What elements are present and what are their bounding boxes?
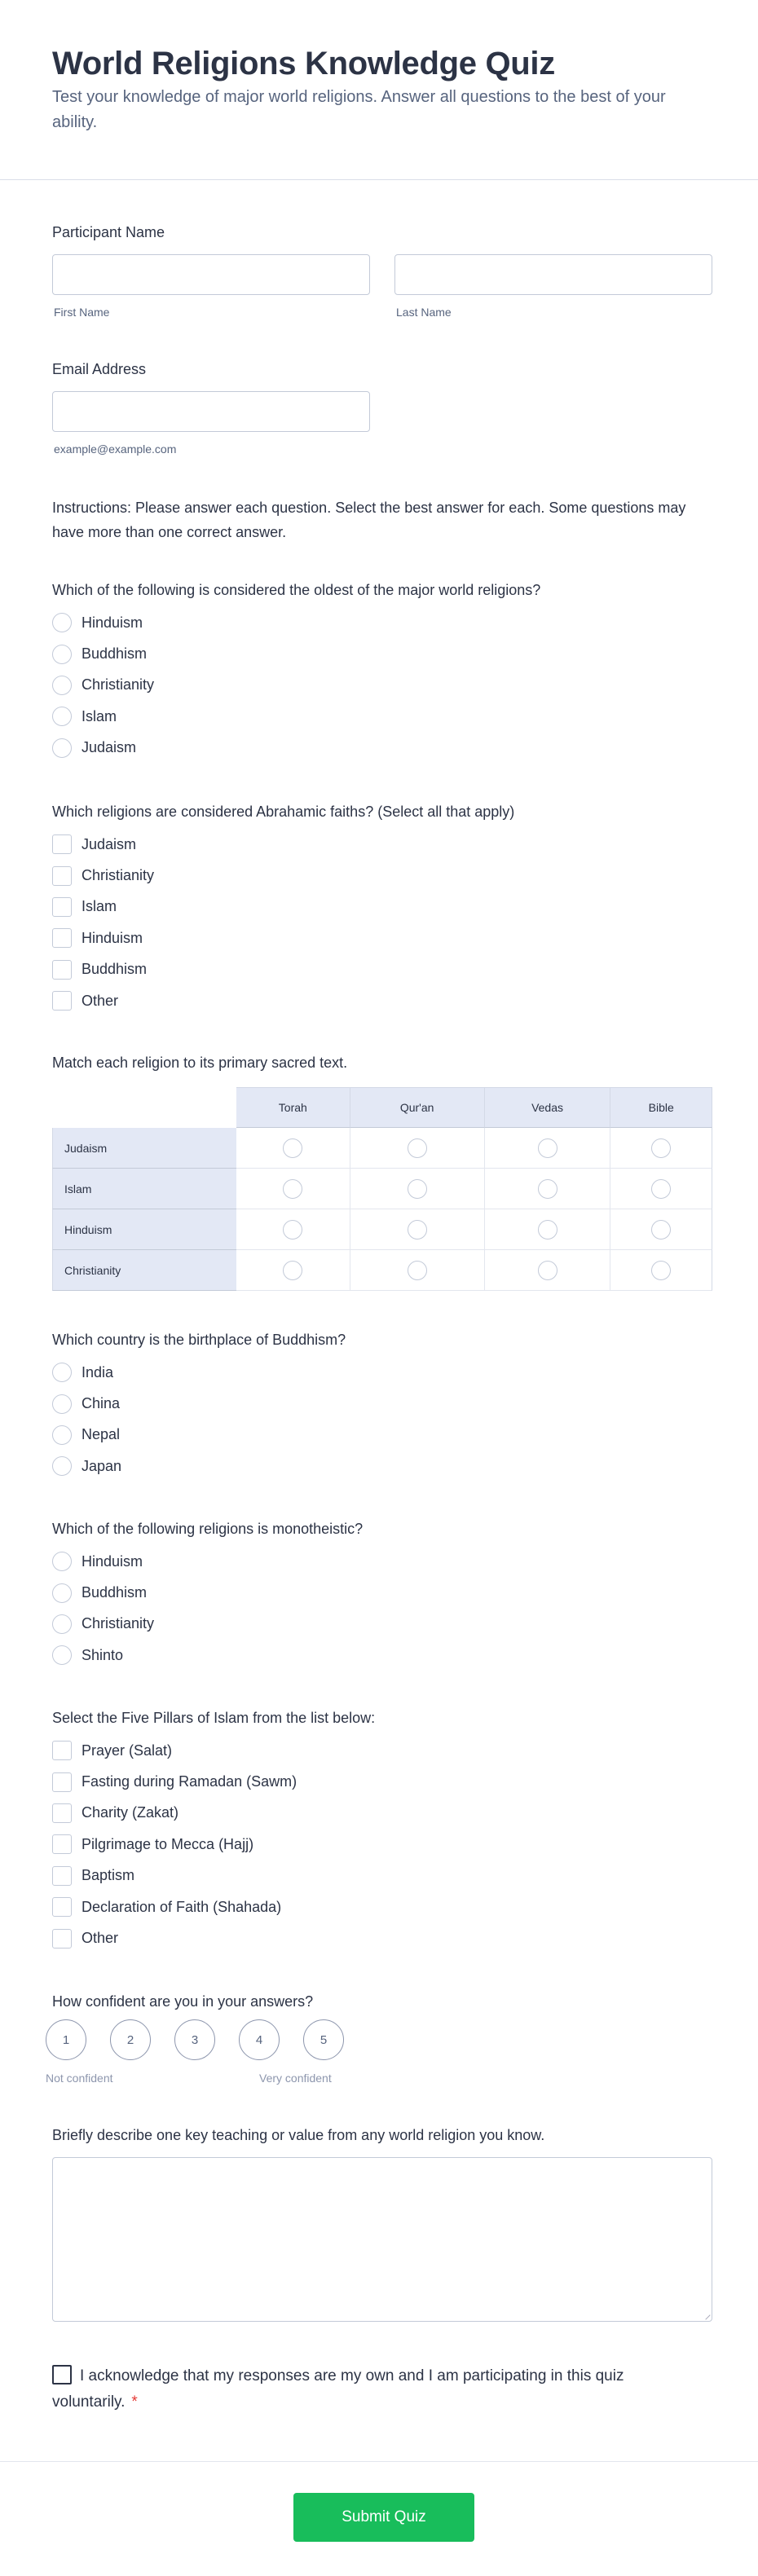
matrix-cell bbox=[485, 1128, 611, 1169]
radio-button[interactable] bbox=[52, 1363, 72, 1382]
participant-name-label: Participant Name bbox=[52, 224, 165, 240]
matrix-row bbox=[52, 1209, 712, 1250]
matrix-radio-button[interactable] bbox=[538, 1179, 557, 1199]
matrix-row bbox=[52, 1250, 712, 1291]
matrix-row bbox=[52, 1128, 712, 1169]
matrix-cell bbox=[350, 1250, 485, 1291]
q2-options bbox=[52, 829, 154, 1016]
matrix-radio-button[interactable] bbox=[538, 1138, 557, 1158]
checkbox[interactable] bbox=[52, 1741, 72, 1760]
matrix-cell bbox=[236, 1128, 350, 1169]
option-label: Buddhism bbox=[82, 645, 148, 663]
matrix-row-label: Christianity bbox=[52, 1250, 236, 1291]
resize-handle-icon[interactable] bbox=[701, 2310, 710, 2319]
q6-option[interactable] bbox=[52, 1860, 297, 1891]
footer-divider bbox=[0, 2461, 758, 2462]
option-label: India bbox=[82, 1363, 114, 1380]
matrix-radio-button[interactable] bbox=[408, 1138, 427, 1158]
q6-option[interactable] bbox=[52, 1829, 297, 1860]
radio-button[interactable] bbox=[52, 676, 72, 695]
matrix-radio-button[interactable] bbox=[283, 1261, 302, 1280]
q2-label: Which religions are considered Abrahamic faiths? (Select all that apply) bbox=[52, 804, 515, 820]
matrix-row bbox=[52, 1169, 712, 1209]
checkbox[interactable] bbox=[52, 928, 72, 948]
matrix-radio-button[interactable] bbox=[538, 1261, 557, 1280]
matrix-cell bbox=[485, 1250, 611, 1291]
scale-min-label: Not confident bbox=[46, 2072, 113, 2085]
confidence-scale bbox=[46, 2019, 368, 2060]
q2-option[interactable] bbox=[52, 985, 154, 1016]
q1-option[interactable] bbox=[52, 638, 154, 669]
option-label: Other bbox=[82, 1930, 119, 1947]
last-name-input[interactable] bbox=[394, 254, 712, 295]
matrix-column-header: Bible bbox=[610, 1087, 712, 1128]
matrix-cell bbox=[485, 1169, 611, 1209]
email-label: Email Address bbox=[52, 361, 147, 377]
scale-option-5[interactable]: 5 bbox=[303, 2019, 344, 2060]
matrix-cell bbox=[236, 1169, 350, 1209]
checkbox[interactable] bbox=[52, 1929, 72, 1949]
option-label: Islam bbox=[82, 707, 117, 724]
scale-option-1[interactable]: 1 bbox=[46, 2019, 86, 2060]
email-helper: example@example.com bbox=[54, 443, 177, 456]
checkbox[interactable] bbox=[52, 1897, 72, 1917]
q6-option[interactable] bbox=[52, 1798, 297, 1829]
matrix-radio-button[interactable] bbox=[408, 1220, 427, 1240]
acknowledge-text: I acknowledge that my responses are my own and I am participating in this quiz voluntarily. bbox=[52, 2367, 624, 2411]
checkbox[interactable] bbox=[52, 1772, 72, 1792]
q4-label: Which country is the birthplace of Buddhism? bbox=[52, 1332, 346, 1348]
matrix-radio-button[interactable] bbox=[408, 1261, 427, 1280]
matrix-row-label: Islam bbox=[52, 1169, 236, 1209]
first-name-sublabel: First Name bbox=[54, 306, 110, 319]
option-label: Hinduism bbox=[82, 929, 143, 946]
q7-label: How confident are you in your answers? bbox=[52, 1993, 314, 2010]
matrix-row-label: Hinduism bbox=[52, 1209, 236, 1250]
acknowledgement bbox=[52, 2363, 639, 2415]
q3-label: Match each religion to its primary sacred text. bbox=[52, 1055, 348, 1071]
option-label: Christianity bbox=[82, 676, 155, 694]
option-label: Shinto bbox=[82, 1646, 124, 1663]
checkbox[interactable] bbox=[52, 866, 72, 886]
matrix-cell bbox=[236, 1250, 350, 1291]
scale-option-3[interactable]: 3 bbox=[174, 2019, 215, 2060]
matrix-radio-button[interactable] bbox=[651, 1261, 671, 1280]
q4-option[interactable] bbox=[52, 1388, 121, 1419]
option-label: Buddhism bbox=[82, 1584, 148, 1601]
checkbox[interactable] bbox=[52, 960, 72, 980]
option-label: China bbox=[82, 1395, 121, 1412]
q4-option[interactable] bbox=[52, 1451, 121, 1482]
q4-options bbox=[52, 1357, 121, 1482]
matrix-cell bbox=[350, 1128, 485, 1169]
q6-option[interactable] bbox=[52, 1891, 297, 1922]
instructions-text: Instructions: Please answer each question. Select the best answer for each. Some questions may have more than one correct answer. bbox=[52, 500, 686, 540]
q1-label: Which of the following is considered the oldest of the major world religions? bbox=[52, 582, 541, 598]
option-label: Judaism bbox=[82, 835, 137, 852]
email-input[interactable] bbox=[52, 391, 370, 432]
q1-options bbox=[52, 607, 154, 764]
matrix-cell bbox=[610, 1169, 712, 1209]
matrix-radio-button[interactable] bbox=[283, 1179, 302, 1199]
checkbox[interactable] bbox=[52, 897, 72, 917]
q5-option[interactable] bbox=[52, 1609, 154, 1640]
option-label: Hinduism bbox=[82, 1552, 143, 1570]
option-label: Christianity bbox=[82, 1615, 155, 1632]
q6-option[interactable] bbox=[52, 1922, 297, 1953]
form-title: World Religions Knowledge Quiz bbox=[52, 46, 555, 81]
scale-option-2[interactable]: 2 bbox=[110, 2019, 151, 2060]
q5-option[interactable] bbox=[52, 1640, 154, 1671]
radio-button[interactable] bbox=[52, 1456, 72, 1476]
q1-option[interactable] bbox=[52, 701, 154, 732]
matrix-cell bbox=[610, 1250, 712, 1291]
q5-options bbox=[52, 1546, 154, 1671]
matrix-radio-button[interactable] bbox=[408, 1179, 427, 1199]
matrix-radio-button[interactable] bbox=[651, 1138, 671, 1158]
matrix-radio-button[interactable] bbox=[283, 1220, 302, 1240]
acknowledge-checkbox[interactable] bbox=[52, 2365, 72, 2384]
q6-label: Select the Five Pillars of Islam from the list below: bbox=[52, 1710, 376, 1726]
option-label: Charity (Zakat) bbox=[82, 1804, 179, 1821]
last-name-sublabel: Last Name bbox=[396, 306, 452, 319]
q2-option[interactable] bbox=[52, 829, 154, 860]
matrix-cell bbox=[485, 1209, 611, 1250]
matrix-column-header: Torah bbox=[236, 1087, 350, 1128]
radio-button[interactable] bbox=[52, 1394, 72, 1414]
q6-option[interactable] bbox=[52, 1735, 297, 1766]
matrix-cell bbox=[610, 1128, 712, 1169]
required-marker: * bbox=[131, 2393, 138, 2411]
radio-button[interactable] bbox=[52, 1614, 72, 1634]
q5-option[interactable] bbox=[52, 1577, 154, 1608]
q1-option[interactable] bbox=[52, 733, 154, 764]
radio-button[interactable] bbox=[52, 1425, 72, 1445]
option-label: Christianity bbox=[82, 867, 155, 884]
checkbox[interactable] bbox=[52, 1834, 72, 1854]
q2-option[interactable] bbox=[52, 923, 154, 953]
checkbox[interactable] bbox=[52, 834, 72, 854]
matrix-row-label: Judaism bbox=[52, 1128, 236, 1169]
matrix-column-header: Qur'an bbox=[350, 1087, 485, 1128]
q4-option[interactable] bbox=[52, 1420, 121, 1451]
checkbox[interactable] bbox=[52, 991, 72, 1011]
teaching-textarea[interactable] bbox=[52, 2157, 712, 2322]
q1-option[interactable] bbox=[52, 607, 154, 638]
q8-label: Briefly describe one key teaching or value from any world religion you know. bbox=[52, 2127, 545, 2143]
matrix-radio-button[interactable] bbox=[651, 1220, 671, 1240]
matrix-cell bbox=[236, 1209, 350, 1250]
option-label: Pilgrimage to Mecca (Hajj) bbox=[82, 1835, 254, 1852]
radio-button[interactable] bbox=[52, 707, 72, 726]
scale-max-label: Very confident bbox=[259, 2072, 332, 2085]
matrix-cell bbox=[350, 1169, 485, 1209]
radio-button[interactable] bbox=[52, 738, 72, 758]
option-label: Fasting during Ramadan (Sawm) bbox=[82, 1773, 297, 1790]
q1-option[interactable] bbox=[52, 670, 154, 701]
q6-option[interactable] bbox=[52, 1766, 297, 1797]
option-label: Baptism bbox=[82, 1867, 135, 1884]
option-label: Prayer (Salat) bbox=[82, 1742, 173, 1759]
form-subtitle: Test your knowledge of major world religions. Answer all questions to the best of your ability. bbox=[52, 88, 666, 131]
matrix-column-header: Vedas bbox=[485, 1087, 611, 1128]
matrix-radio-button[interactable] bbox=[651, 1179, 671, 1199]
scale-option-4[interactable]: 4 bbox=[239, 2019, 280, 2060]
q2-option[interactable] bbox=[52, 954, 154, 985]
first-name-input[interactable] bbox=[52, 254, 370, 295]
option-label: Hinduism bbox=[82, 614, 143, 631]
radio-button[interactable] bbox=[52, 613, 72, 632]
option-label: Japan bbox=[82, 1457, 122, 1474]
q3-matrix bbox=[52, 1087, 712, 1291]
radio-button[interactable] bbox=[52, 645, 72, 664]
option-label: Other bbox=[82, 992, 119, 1009]
matrix-cell bbox=[350, 1209, 485, 1250]
radio-button[interactable] bbox=[52, 1583, 72, 1603]
q4-option[interactable] bbox=[52, 1357, 121, 1388]
option-label: Buddhism bbox=[82, 961, 148, 978]
checkbox[interactable] bbox=[52, 1866, 72, 1886]
q5-label: Which of the following religions is monotheistic? bbox=[52, 1521, 364, 1537]
matrix-corner bbox=[52, 1087, 236, 1128]
option-label: Nepal bbox=[82, 1426, 121, 1443]
q2-option[interactable] bbox=[52, 892, 154, 923]
radio-button[interactable] bbox=[52, 1552, 72, 1571]
q2-option[interactable] bbox=[52, 860, 154, 891]
q6-options bbox=[52, 1735, 297, 1954]
option-label: Judaism bbox=[82, 739, 137, 756]
checkbox[interactable] bbox=[52, 1803, 72, 1823]
submit-quiz-button[interactable]: Submit Quiz bbox=[293, 2493, 474, 2542]
header-divider bbox=[0, 179, 758, 180]
radio-button[interactable] bbox=[52, 1645, 72, 1665]
matrix-radio-button[interactable] bbox=[538, 1220, 557, 1240]
matrix-radio-button[interactable] bbox=[283, 1138, 302, 1158]
option-label: Islam bbox=[82, 898, 117, 915]
option-label: Declaration of Faith (Shahada) bbox=[82, 1898, 282, 1915]
matrix-cell bbox=[610, 1209, 712, 1250]
q5-option[interactable] bbox=[52, 1546, 154, 1577]
